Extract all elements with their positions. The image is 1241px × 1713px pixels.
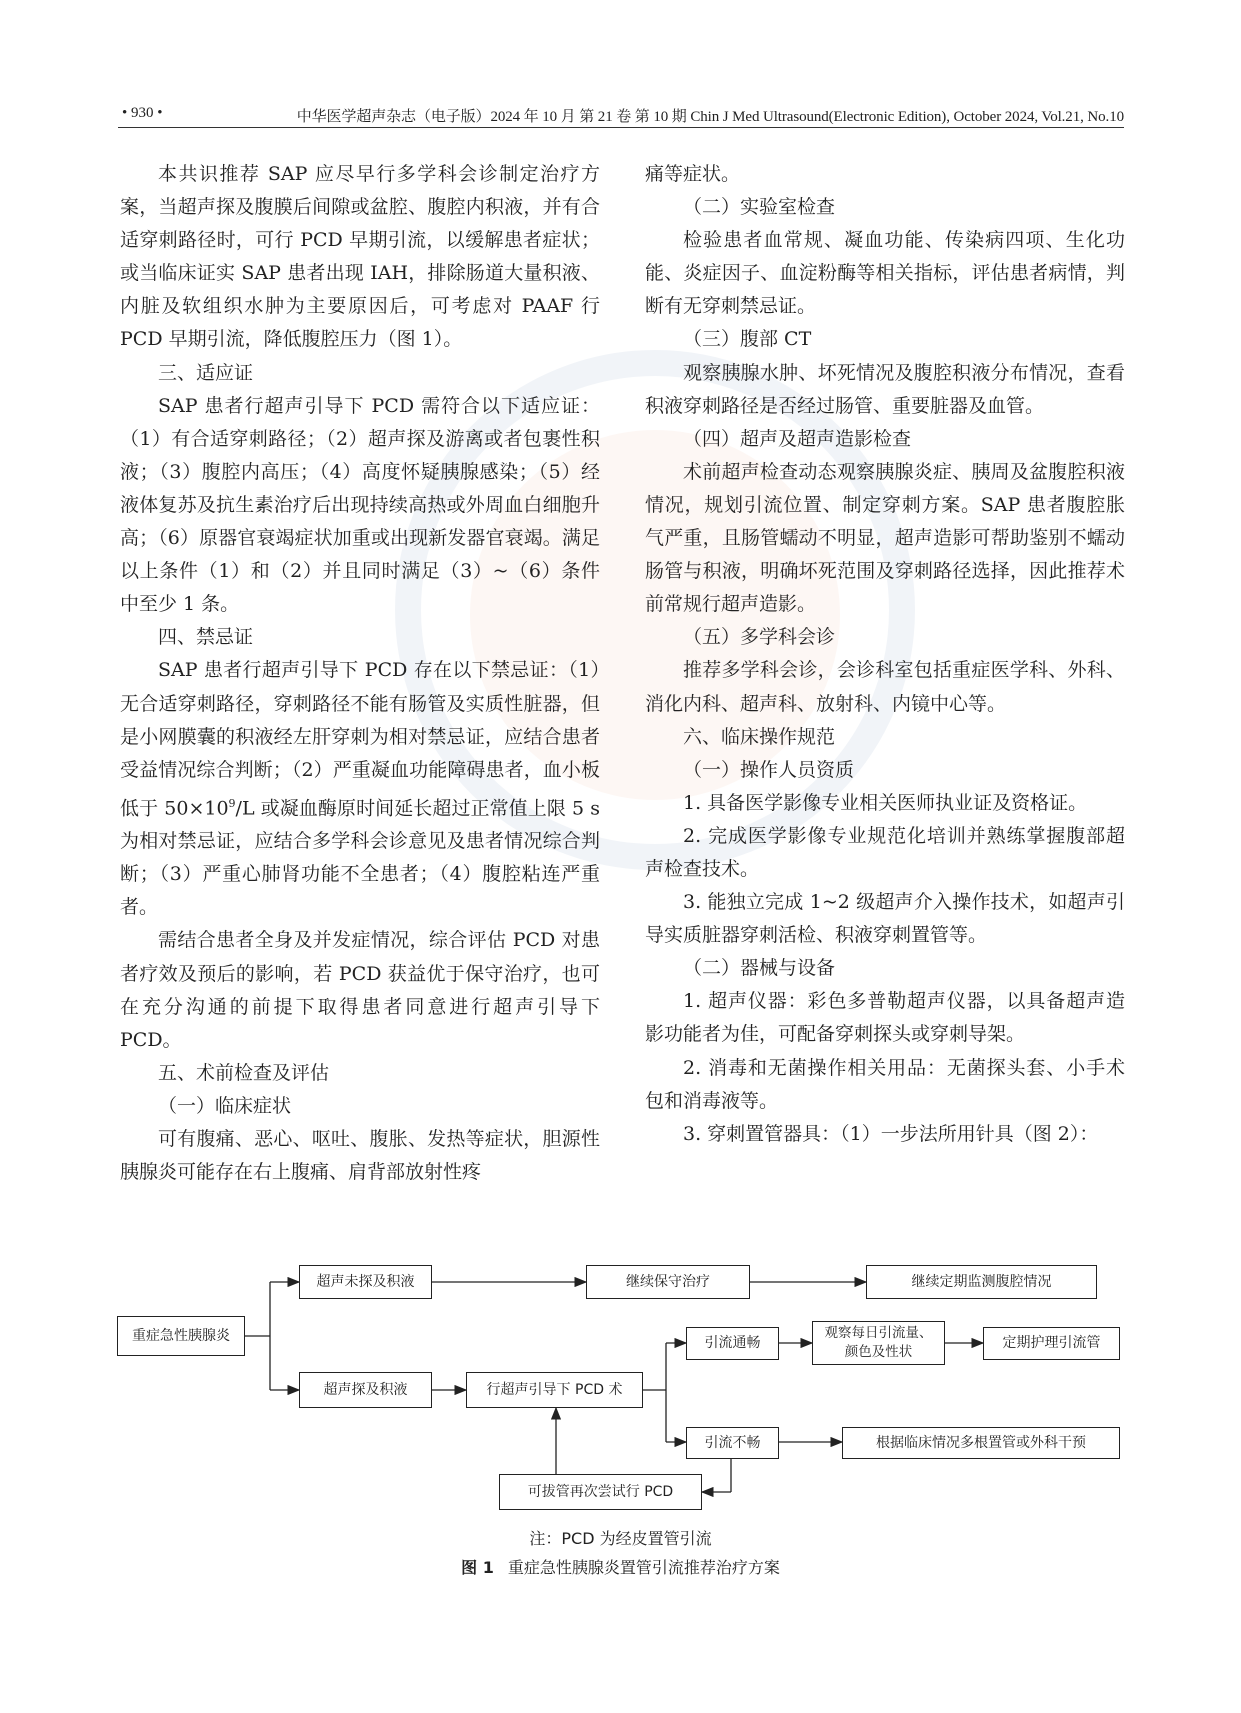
journal-info: 中华医学超声杂志（电子版）2024 年 10 月 第 21 卷 第 10 期 Chin J Med Ultrasound(Electronic Edition), October 2024, Vol.21, No.10 [296,109,1124,125]
paragraph: 术前超声检查动态观察胰腺炎症、胰周及盆腹腔积液情况，规划引流位置、制定穿刺方案。SAP 患者腹腔胀气严重，且肠管蠕动不明显，超声造影可帮助鉴别不蠕动肠管与积液，明确坏死范围及穿刺路径选择，因此推荐术前常规行超声造影。 [645,460,1125,616]
paragraph: 本共识推荐 SAP 应尽早行多学科会诊制定治疗方案，当超声探及腹膜后间隙或盆腔、腹腔内积液，并有合适穿刺路径时，可行 PCD 早期引流，以缓解患者症状；或当临床证实 SAP 患者出现 IAH，排除肠道大量积液、内脏及软组织水肿为主要原因后，可考虑对 PAAF 行 PCD 早期引流，降低腹腔压力（图 1）。 [120,163,600,351]
subsection-heading: （二）器械与设备 [683,957,836,980]
paragraph: 观察胰腺水肿、坏死情况及腹腔积液分布情况，查看积液穿刺路径是否经过肠管、重要脏器及血管。 [645,361,1125,417]
figure-title: 重症急性胰腺炎置管引流推荐治疗方案 [507,1558,780,1577]
paragraph: 需结合患者全身及并发症情况，综合评估 PCD 对患者疗效及预后的影响，若 PCD 获益优于保守治疗，也可在充分沟通的前提下取得患者同意进行超声引导下 PCD。 [120,929,600,1051]
subsection-heading: （一）操作人员资质 [683,758,855,781]
paragraph: SAP 患者行超声引导下 PCD 需符合以下适应证：（1）有合适穿刺路径；（2）超声探及游离或者包裹性积液；（3）腹腔内高压；（4）高度怀疑胰腺感染；（5）经液体复苏及抗生素治疗后出现持续高热或外周血白细胞升高；（6）原器官衰竭症状加重或出现新发器官衰竭。满足以上条件（1）和（2）并且同时满足（3）~（6）条件中至少 1 条。 [120,394,600,616]
paragraph: 3. 能独立完成 1~2 级超声介入操作技术，如超声引导实质脏器穿刺活检、积液穿刺置管等。 [645,891,1125,947]
node-retry: 可拔管再次尝试行 PCD [499,1474,702,1510]
node-sap: 重症急性胰腺炎 [117,1316,245,1356]
subsection-heading: （三）腹部 CT [683,328,812,351]
paragraph: 2. 消毒和无菌操作相关用品：无菌探头套、小手术包和消毒液等。 [645,1056,1125,1112]
right-column [645,158,1125,1151]
node-pcd: 行超声引导下 PCD 术 [466,1372,643,1408]
node-conservative: 继续保守治疗 [586,1265,750,1299]
node-observe: 观察每日引流量、颜色及性状 [812,1321,945,1365]
node-care: 定期护理引流管 [983,1327,1120,1360]
node-smooth: 引流通畅 [686,1327,779,1360]
node-monitor: 继续定期监测腹腔情况 [866,1265,1097,1299]
running-header [118,103,1124,128]
subsection-heading: （二）实验室检查 [683,196,836,219]
figure-number: 图 1 [461,1558,494,1577]
superscript: 9 [228,796,236,810]
paragraph: 2. 完成医学影像专业规范化培训并熟练掌握腹部超声检查技术。 [645,824,1125,880]
figure-caption [0,1555,1241,1578]
node-replace: 根据临床情况多根置管或外科干预 [842,1427,1120,1459]
section-heading: 六、临床操作规范 [683,725,836,748]
left-column [120,158,600,1189]
paragraph: 1. 超声仪器：彩色多普勒超声仪器，以具备超声造影功能者为佳，可配备穿刺探头或穿刺导架。 [645,990,1125,1046]
section-heading: 三、适应证 [158,361,254,384]
page-number: • 930 • [122,105,163,121]
flowchart-figure [0,1250,1241,1670]
section-heading: 四、禁忌证 [158,626,254,649]
paragraph: 推荐多学科会诊，会诊科室包括重症医学科、外科、消化内科、超声科、放射科、内镜中心等。 [645,659,1125,715]
paragraph [120,654,600,924]
figure-note: 注：PCD 为经皮置管引流 [529,1529,712,1548]
paragraph-text: /L 或凝血酶原时间延长超过正常值上限 5 s 为相对禁忌证，应结合多学科会诊意见及患者情况综合判断；（3）严重心肺肾功能不全患者；（4）腹腔粘连严重者。 [120,797,600,919]
paragraph: 检验患者血常规、凝血功能、传染病四项、生化功能、炎症因子、血淀粉酶等相关指标，评估患者病情，判断有无穿刺禁忌证。 [645,229,1125,318]
section-heading: 五、术前检查及评估 [158,1061,330,1084]
paragraph: 1. 具备医学影像专业相关医师执业证及资格证。 [683,791,1088,814]
node-fluid: 超声探及积液 [299,1372,432,1408]
subsection-heading: （四）超声及超声造影检查 [683,427,912,450]
subsection-heading: （五）多学科会诊 [683,626,836,649]
paragraph-text: SAP 患者行超声引导下 PCD 存在以下禁忌证：（1）无合适穿刺路径，穿刺路径不能有肠管及实质性脏器，但是小网膜囊的积液经左肝穿刺为相对禁忌证，应结合患者受益情况综合判断；（2）严重凝血功能障碍患者，血小板低于 50×10 [120,659,600,820]
node-no-fluid: 超声未探及积液 [299,1265,432,1299]
paragraph: 痛等症状。 [645,163,741,185]
node-blocked: 引流不畅 [686,1427,779,1459]
paragraph: 可有腹痛、恶心、呕吐、腹胀、发热等症状，胆源性胰腺炎可能存在右上腹痛、肩背部放射性疼 [120,1128,600,1184]
subsection-heading: （一）临床症状 [158,1094,292,1117]
paragraph: 3. 穿刺置管器具：（1）一步法所用针具（图 2）： [683,1122,1099,1145]
